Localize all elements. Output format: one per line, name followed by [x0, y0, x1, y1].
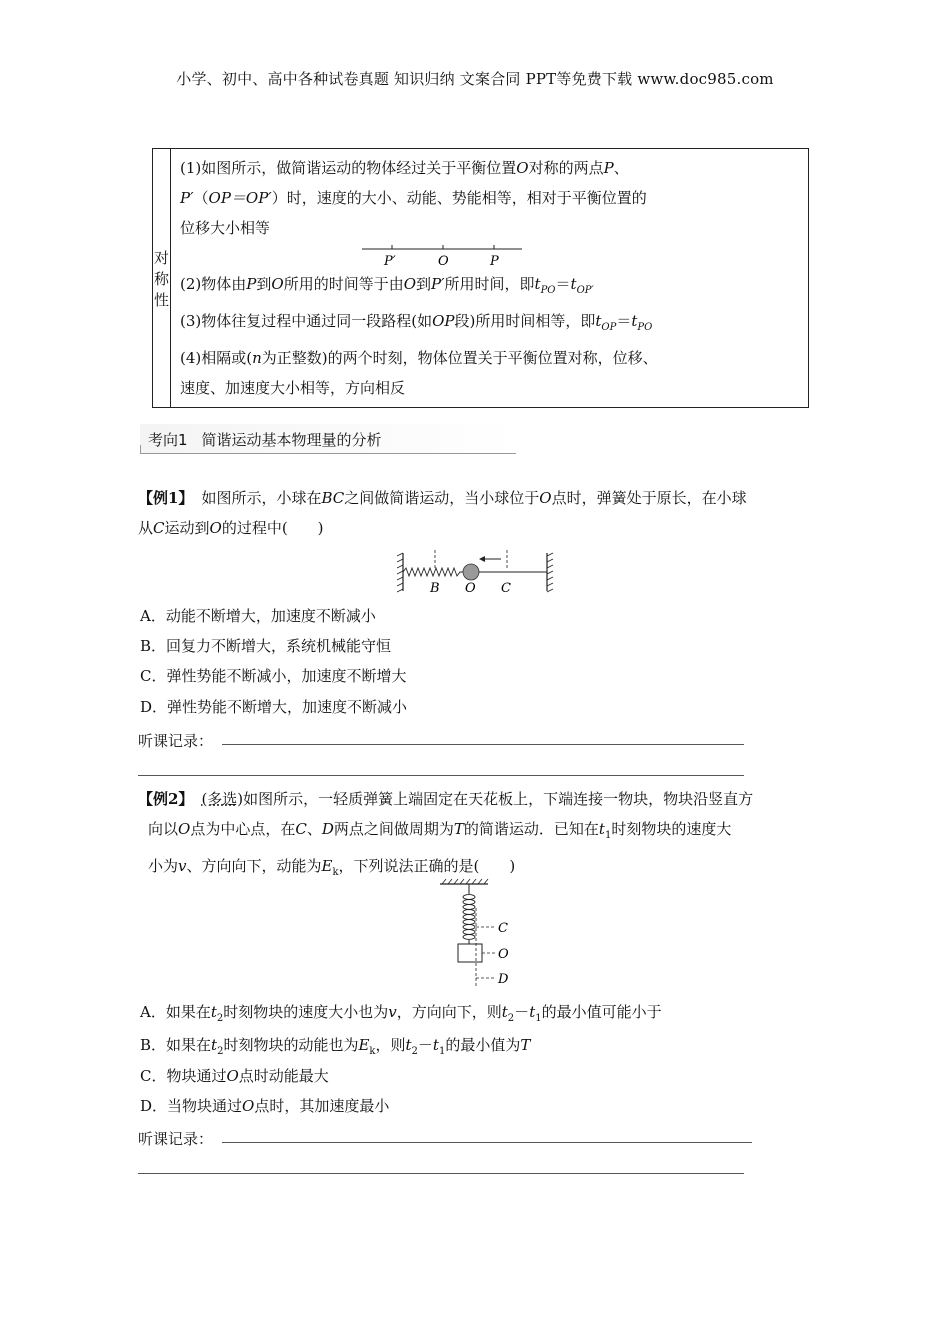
item-3: (3)物体往复过程中通过同一段路程(如OP段)所用时间相等，即$t_{OP}=t_{PO}$ [180, 312, 653, 333]
example1-option-d: D．弹性势能不断增大，加速度不断减小 [140, 698, 408, 716]
label-o: O [465, 581, 476, 596]
table-label: 对称性 [154, 248, 170, 309]
label-b: B [430, 581, 440, 596]
example1-spring-figure [395, 548, 557, 598]
example2-tag: 【例2】 [138, 790, 194, 808]
item-4: (4)相隔或(n为正整数)的两个时刻，物体位置关于平衡位置对称，位移、 速度、加速度大小相等，方向相反 [180, 349, 658, 397]
spring [403, 568, 463, 576]
example2-option-b: B．如果在$t_2$时刻物块的动能也为$E_k$，则$t_2-t_1$的最小值为T [140, 1036, 531, 1057]
example1-option-b: B．回复力不断增大，系统机械能守恒 [140, 637, 392, 655]
label-d: D [498, 972, 509, 987]
diagram-label-p-prime: P′ [384, 254, 396, 269]
example2-spring-figure [436, 878, 516, 993]
label-o: O [498, 947, 509, 962]
table-content-cell [171, 149, 809, 408]
example1-tag: 【例1】 [138, 489, 194, 507]
left-arrow-icon [479, 556, 485, 562]
page-header: 小学、初中、高中各种试卷真题 知识归纳 文案合同 PPT等免费下载 www.doc985.com [176, 70, 774, 88]
example1-option-a: A．动能不断增大，加速度不断减小 [140, 607, 376, 625]
label-c: C [501, 581, 511, 596]
example2-note-line-2[interactable] [138, 1173, 744, 1174]
example2-option-d: D．当物块通过O点时，其加速度最小 [140, 1097, 390, 1115]
symmetry-line-diagram [180, 243, 800, 269]
example2-option-a: A．如果在$t_2$时刻物块的速度大小也为v，方向向下，则$t_2-t_1$的最小值可能小于 [140, 1003, 662, 1024]
example1-note-line-2[interactable] [138, 775, 744, 776]
example2-note-line-1[interactable] [222, 1142, 752, 1143]
example2-option-c: C．物块通过O点时动能最大 [140, 1067, 329, 1085]
example1-option-c: C．弹性势能不断减小，加速度不断增大 [140, 667, 407, 685]
example2-question: 【例2】 (多选)如图所示，一轻质弹簧上端固定在天花板上，下端连接一物块，物块沿竖直方 向以O点为中心点，在C、D两点之间做周期为T的简谐运动．已知在$t_1$时刻物块的速度大 小为v、方向向下，动能为$E_k$，下列说法正确的是( ) [138, 790, 754, 878]
label-c: C [498, 921, 508, 936]
example1-note-line-1[interactable] [222, 744, 744, 745]
ball [463, 564, 479, 580]
section-heading [140, 424, 516, 454]
example1-question: 【例1】 如图所示，小球在BC之间做简谐运动，当小球位于O点时，弹簧处于原长，在小球 从C运动到O的过程中( ) [138, 489, 747, 537]
item-1: (1)如图所示，做简谐运动的物体经过关于平衡位置O对称的两点P、 P′（OP＝OP′）时，速度的大小、动能、势能相等，相对于平衡位置的 位移大小相等 [180, 159, 647, 237]
table-label-cell [153, 149, 171, 408]
section-number: 考向1 [148, 431, 188, 449]
item-2: (2)物体由P到O所用的时间等于由O到P′所用时间，即$t_{PO}=t_{OP'}$ [180, 275, 594, 296]
example1-note-label: 听课记录： [138, 732, 214, 750]
diagram-label-p: P [490, 254, 499, 269]
block [458, 944, 482, 962]
vertical-spring [463, 895, 475, 940]
section-title: 简谐运动基本物理量的分析 [201, 431, 382, 449]
example2-note-label: 听课记录： [138, 1130, 214, 1148]
symmetry-table [152, 148, 809, 408]
diagram-label-o: O [438, 254, 449, 269]
